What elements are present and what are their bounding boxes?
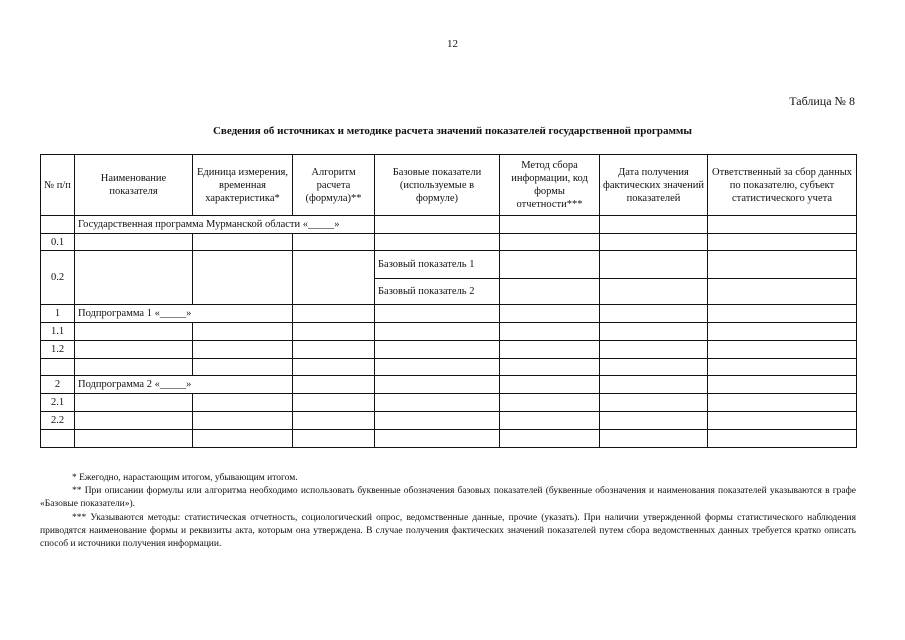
row-number-cell: 1 xyxy=(41,305,75,323)
table-row xyxy=(41,376,857,394)
base-indicator-cell: Базовый показатель 1 xyxy=(375,251,500,279)
table-cell xyxy=(75,412,193,430)
table-cell xyxy=(500,305,600,323)
page-number: 12 xyxy=(447,38,458,50)
table-cell xyxy=(41,430,75,448)
header-cell: № п/п xyxy=(41,155,75,216)
table-cell xyxy=(375,430,500,448)
table-cell xyxy=(193,251,293,305)
table-row xyxy=(41,412,857,430)
footnote-3: *** Указываются методы: статистическая отчетность, социологический опрос, ведомственные данные, прочие (указать). При наличии утвержденной формы статистического наблюдения приводятся наименование формы и реквизиты акта, которым она утверждена. В случае получения фактических значений показателей путем сбора ведомственных данных требуется кратко описать способ и источники получения информации. xyxy=(40,512,856,550)
table-cell xyxy=(708,359,857,376)
table-cell xyxy=(708,251,857,279)
table-cell xyxy=(75,323,193,341)
table-cell xyxy=(293,412,375,430)
table-cell xyxy=(708,279,857,305)
table-cell xyxy=(75,234,193,251)
header-cell: Ответственный за сбор данных по показателю, субъект статистического учета xyxy=(708,155,857,216)
table-row xyxy=(41,359,857,376)
table-row xyxy=(41,323,857,341)
header-cell: Единица измерения, временная характеристика* xyxy=(193,155,293,216)
table-cell xyxy=(293,305,375,323)
table-cell xyxy=(193,430,293,448)
table-cell xyxy=(600,376,708,394)
table-cell xyxy=(375,216,500,234)
table-cell xyxy=(500,216,600,234)
table-cell xyxy=(708,305,857,323)
base-indicator-cell: Базовый показатель 2 xyxy=(375,279,500,305)
row-number-cell: 2.2 xyxy=(41,412,75,430)
table-cell xyxy=(708,234,857,251)
row-number-cell: 1.2 xyxy=(41,341,75,359)
table-cell xyxy=(600,234,708,251)
table-cell xyxy=(375,394,500,412)
footnote-2: ** При описании формулы или алгоритма необходимо использовать буквенные обозначения базовых показателей (буквенные обозначения и наименования показателей указываются в графе «Базовые показатели»). xyxy=(40,486,856,510)
subprogram-label-cell: Подпрограмма 1 «_____» xyxy=(75,305,293,323)
table-cell xyxy=(193,341,293,359)
table-cell xyxy=(600,279,708,305)
table-cell xyxy=(75,430,193,448)
table-cell xyxy=(500,430,600,448)
table-row xyxy=(41,430,857,448)
table-cell xyxy=(500,323,600,341)
row-number-cell: 2 xyxy=(41,376,75,394)
table-cell xyxy=(500,394,600,412)
table-cell xyxy=(708,430,857,448)
table-cell xyxy=(600,359,708,376)
table-cell xyxy=(375,234,500,251)
table-cell xyxy=(293,359,375,376)
row-number-cell: 0.1 xyxy=(41,234,75,251)
table-cell xyxy=(75,341,193,359)
table-cell xyxy=(193,323,293,341)
document-title: Сведения об источниках и методике расчета значений показателей государственной программы xyxy=(212,125,693,137)
header-cell: Метод сбора информации, код формы отчетности*** xyxy=(500,155,600,216)
table-cell xyxy=(293,394,375,412)
table-cell xyxy=(375,412,500,430)
table-cell xyxy=(41,359,75,376)
table-row xyxy=(41,341,857,359)
row-number-cell: 0.2 xyxy=(41,251,75,305)
table-cell xyxy=(600,430,708,448)
table-cell xyxy=(500,251,600,279)
table-cell xyxy=(500,412,600,430)
header-cell: Алгоритм расчета (формула)** xyxy=(293,155,375,216)
table-cell xyxy=(193,359,293,376)
table-cell xyxy=(293,430,375,448)
table-number: Таблица № 8 xyxy=(789,94,855,108)
table-cell xyxy=(500,359,600,376)
table-cell xyxy=(708,341,857,359)
table-cell xyxy=(708,412,857,430)
table-cell xyxy=(293,341,375,359)
table-cell xyxy=(600,394,708,412)
table-cell xyxy=(293,376,375,394)
table-cell xyxy=(375,376,500,394)
table-cell xyxy=(75,394,193,412)
program-label-cell: Государственная программа Мурманской области «_____» xyxy=(75,216,375,234)
row-number-cell: 1.1 xyxy=(41,323,75,341)
subprogram-label-cell: Подпрограмма 2 «_____» xyxy=(75,376,293,394)
table-cell xyxy=(41,216,75,234)
table-cell xyxy=(293,251,375,305)
table-cell xyxy=(600,251,708,279)
indicator-sources-table xyxy=(40,154,857,448)
table-row xyxy=(41,305,857,323)
table-cell xyxy=(600,412,708,430)
header-cell: Базовые показатели (используемые в формуле) xyxy=(375,155,500,216)
table-cell xyxy=(500,376,600,394)
table-cell xyxy=(708,216,857,234)
table-row xyxy=(41,234,857,251)
table-row xyxy=(41,394,857,412)
header-cell: Наименование показателя xyxy=(75,155,193,216)
footnotes xyxy=(40,472,856,551)
table-cell xyxy=(293,234,375,251)
table-cell xyxy=(75,359,193,376)
table-cell xyxy=(375,359,500,376)
table-cell xyxy=(193,234,293,251)
table-cell xyxy=(293,323,375,341)
row-number-cell: 2.1 xyxy=(41,394,75,412)
table-cell xyxy=(708,394,857,412)
table-cell xyxy=(375,341,500,359)
table-cell xyxy=(75,251,193,305)
table-cell xyxy=(193,412,293,430)
table-cell xyxy=(708,376,857,394)
table-cell xyxy=(600,341,708,359)
table-row xyxy=(41,216,857,234)
header-cell: Дата получения фактических значений показателей xyxy=(600,155,708,216)
table-cell xyxy=(600,305,708,323)
table-cell xyxy=(375,305,500,323)
table-cell xyxy=(500,234,600,251)
table-header-row xyxy=(41,155,857,216)
table-cell xyxy=(375,323,500,341)
table-row xyxy=(41,251,857,279)
table-cell xyxy=(500,279,600,305)
table-cell xyxy=(193,394,293,412)
table-cell xyxy=(500,341,600,359)
table-cell xyxy=(600,323,708,341)
table-cell xyxy=(600,216,708,234)
footnote-1: * Ежегодно, нарастающим итогом, убывающим итогом. xyxy=(72,473,298,483)
table-cell xyxy=(708,323,857,341)
